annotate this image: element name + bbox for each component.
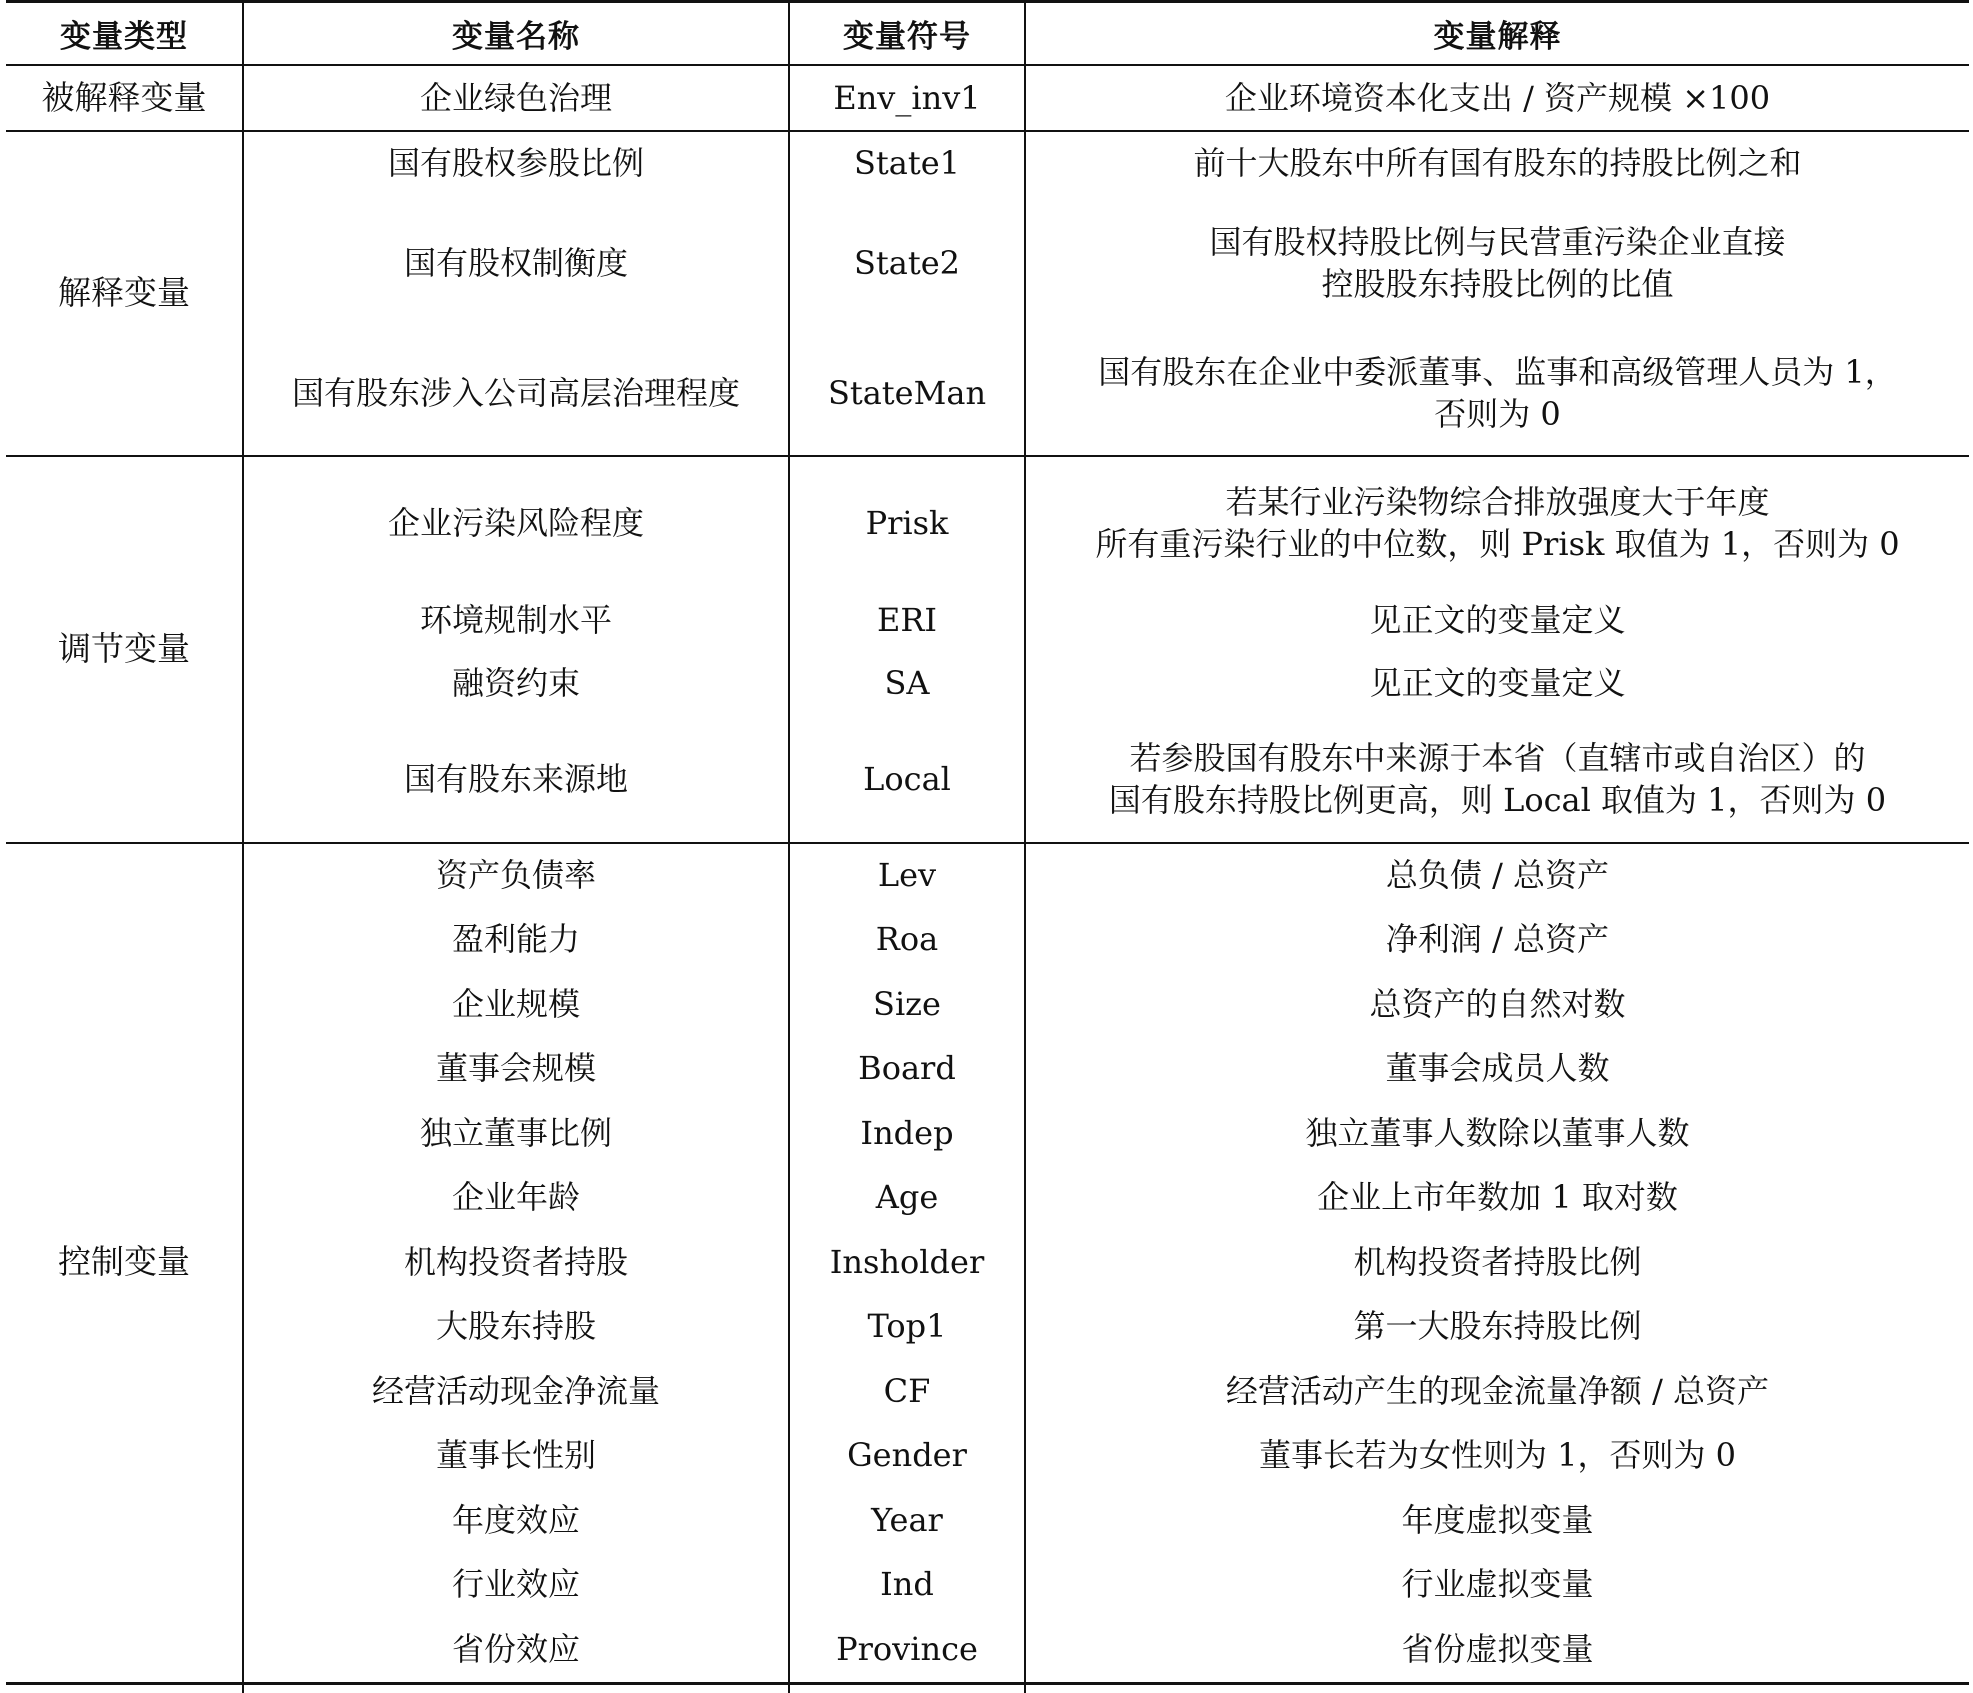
variable-description-cell bbox=[1026, 1616, 1969, 1682]
variable-description-cell bbox=[1026, 455, 1969, 590]
description-line: 董事会成员人数 bbox=[1385, 1049, 1610, 1087]
variable-name-cell: 企业污染风险程度 bbox=[387, 503, 644, 542]
variable-description-cell bbox=[1026, 907, 1969, 971]
description-line: 国有股东持股比例更高，则 Local 取值为 1，否则为 0 bbox=[1108, 780, 1887, 819]
variable-symbol-cell: Lev bbox=[877, 855, 937, 894]
description-line: 第一大股东持股比例 bbox=[1353, 1307, 1642, 1345]
description-line: 总资产的自然对数 bbox=[1369, 984, 1626, 1023]
variable-description-cell bbox=[1026, 1358, 1969, 1423]
description-line: 行业虚拟变量 bbox=[1401, 1565, 1594, 1603]
variable-symbol-cell: Env_inv1 bbox=[833, 79, 981, 117]
variable-name-cell: 环境规制水平 bbox=[419, 601, 612, 639]
description-line: 独立董事人数除以董事人数 bbox=[1305, 1113, 1690, 1152]
description-line: 控股股东持股比例的比值 bbox=[1321, 264, 1674, 303]
variable-symbol-cell: Insholder bbox=[829, 1242, 985, 1281]
variable-name-cell: 资产负债率 bbox=[435, 855, 596, 894]
variable-description-cell bbox=[1026, 590, 1969, 650]
variable-type-cell: 调节变量 bbox=[58, 628, 190, 668]
variable-symbol-cell: Roa bbox=[875, 920, 939, 958]
variable-type-cell: 被解释变量 bbox=[41, 78, 207, 117]
description-line: 见正文的变量定义 bbox=[1369, 601, 1626, 639]
variable-name-cell: 年度效应 bbox=[451, 1500, 580, 1539]
variable-description-cell bbox=[1026, 650, 1969, 715]
header-type: 变量类型 bbox=[60, 18, 188, 55]
variable-symbol-cell: Gender bbox=[847, 1436, 967, 1474]
variable-name-cell: 企业年龄 bbox=[451, 1178, 580, 1216]
description-line: 机构投资者持股比例 bbox=[1353, 1242, 1642, 1281]
variable-description-cell bbox=[1026, 66, 1969, 130]
variable-name-cell: 国有股权参股比例 bbox=[387, 143, 644, 182]
group-rule bbox=[6, 455, 1969, 457]
header-description: 变量解释 bbox=[1433, 18, 1562, 55]
variable-name-cell: 大股东持股 bbox=[435, 1307, 596, 1345]
variable-symbol-cell: State1 bbox=[853, 143, 960, 182]
description-line: 否则为 0 bbox=[1434, 394, 1561, 433]
variable-symbol-cell: SA bbox=[884, 663, 930, 702]
description-line: 年度虚拟变量 bbox=[1401, 1500, 1594, 1539]
variable-description-cell bbox=[1026, 330, 1969, 455]
variable-symbol-cell: Size bbox=[873, 984, 941, 1023]
variable-name-cell: 盈利能力 bbox=[451, 920, 580, 958]
variable-name-cell: 企业规模 bbox=[451, 984, 580, 1023]
variable-description-cell bbox=[1026, 1294, 1969, 1358]
bottom-rule bbox=[6, 1682, 1969, 1685]
variable-name-cell: 国有股权制衡度 bbox=[403, 243, 628, 282]
variable-symbol-cell: Year bbox=[871, 1500, 943, 1539]
variable-symbol-cell: Age bbox=[875, 1178, 939, 1216]
group-rule bbox=[6, 130, 1969, 132]
variable-name-cell: 董事会规模 bbox=[435, 1049, 596, 1087]
variable-name-cell: 融资约束 bbox=[451, 663, 580, 702]
variable-name-cell: 国有股东涉入公司高层治理程度 bbox=[291, 373, 740, 412]
variable-name-cell: 机构投资者持股 bbox=[403, 1242, 628, 1281]
variable-description-cell bbox=[1026, 842, 1969, 907]
header-symbol: 变量符号 bbox=[843, 18, 971, 55]
variable-name-cell: 企业绿色治理 bbox=[419, 79, 612, 117]
description-line: 总负债 / 总资产 bbox=[1385, 855, 1610, 894]
variable-description-cell bbox=[1026, 1423, 1969, 1487]
variable-symbol-cell: Prisk bbox=[865, 503, 949, 542]
variable-description-cell bbox=[1026, 1229, 1969, 1294]
variable-symbol-cell: State2 bbox=[853, 243, 960, 282]
variable-name-cell: 董事长性别 bbox=[435, 1436, 596, 1474]
variable-symbol-cell: Top1 bbox=[867, 1307, 947, 1345]
variable-type-cell: 控制变量 bbox=[58, 1242, 190, 1281]
description-line: 国有股权持股比例与民营重污染企业直接 bbox=[1209, 222, 1786, 261]
variable-description-cell bbox=[1026, 1165, 1969, 1229]
description-line: 见正文的变量定义 bbox=[1369, 663, 1626, 702]
variable-name-cell: 经营活动现金净流量 bbox=[371, 1371, 660, 1410]
variable-description-cell bbox=[1026, 1552, 1969, 1616]
group-rule bbox=[6, 842, 1969, 844]
variable-symbol-cell: Ind bbox=[880, 1565, 934, 1603]
description-line: 董事长若为女性则为 1，否则为 0 bbox=[1258, 1436, 1737, 1474]
variable-symbol-cell: CF bbox=[883, 1371, 931, 1410]
description-line: 国有股东在企业中委派董事、监事和高级管理人员为 1， bbox=[1098, 352, 1897, 391]
description-line: 前十大股东中所有国有股东的持股比例之和 bbox=[1193, 143, 1802, 182]
variable-symbol-cell: Board bbox=[858, 1049, 956, 1087]
variable-description-cell bbox=[1026, 971, 1969, 1036]
variable-name-cell: 独立董事比例 bbox=[419, 1113, 612, 1152]
variable-symbol-cell: Local bbox=[863, 759, 951, 798]
description-line: 若参股国有股东中来源于本省（直辖市或自治区）的 bbox=[1129, 738, 1866, 777]
variable-symbol-cell: Province bbox=[836, 1630, 978, 1668]
description-line: 净利润 / 总资产 bbox=[1385, 920, 1610, 958]
description-line: 省份虚拟变量 bbox=[1401, 1630, 1594, 1668]
description-line: 所有重污染行业的中位数，则 Prisk 取值为 1，否则为 0 bbox=[1095, 524, 1900, 563]
variable-name-cell: 行业效应 bbox=[451, 1565, 580, 1603]
description-line: 企业上市年数加 1 取对数 bbox=[1317, 1178, 1678, 1216]
variable-description-cell bbox=[1026, 715, 1969, 842]
variable-description-cell bbox=[1026, 1100, 1969, 1165]
description-line: 经营活动产生的现金流量净额 / 总资产 bbox=[1225, 1371, 1770, 1410]
variable-description-cell bbox=[1026, 195, 1969, 330]
variable-description-cell bbox=[1026, 130, 1969, 195]
description-line: 企业环境资本化支出 / 资产规模 ×100 bbox=[1224, 79, 1771, 117]
variable-symbol-cell: StateMan bbox=[827, 373, 987, 412]
variable-symbol-cell: ERI bbox=[876, 601, 938, 639]
variable-symbol-cell: Indep bbox=[860, 1113, 954, 1152]
variable-name-cell: 国有股东来源地 bbox=[403, 759, 628, 798]
variable-description-cell bbox=[1026, 1487, 1969, 1552]
variable-type-cell: 解释变量 bbox=[58, 272, 190, 312]
variable-name-cell: 省份效应 bbox=[451, 1630, 580, 1668]
header-name: 变量名称 bbox=[452, 18, 580, 55]
variable-description-cell bbox=[1026, 1036, 1969, 1100]
description-line: 若某行业污染物综合排放强度大于年度 bbox=[1225, 482, 1770, 521]
